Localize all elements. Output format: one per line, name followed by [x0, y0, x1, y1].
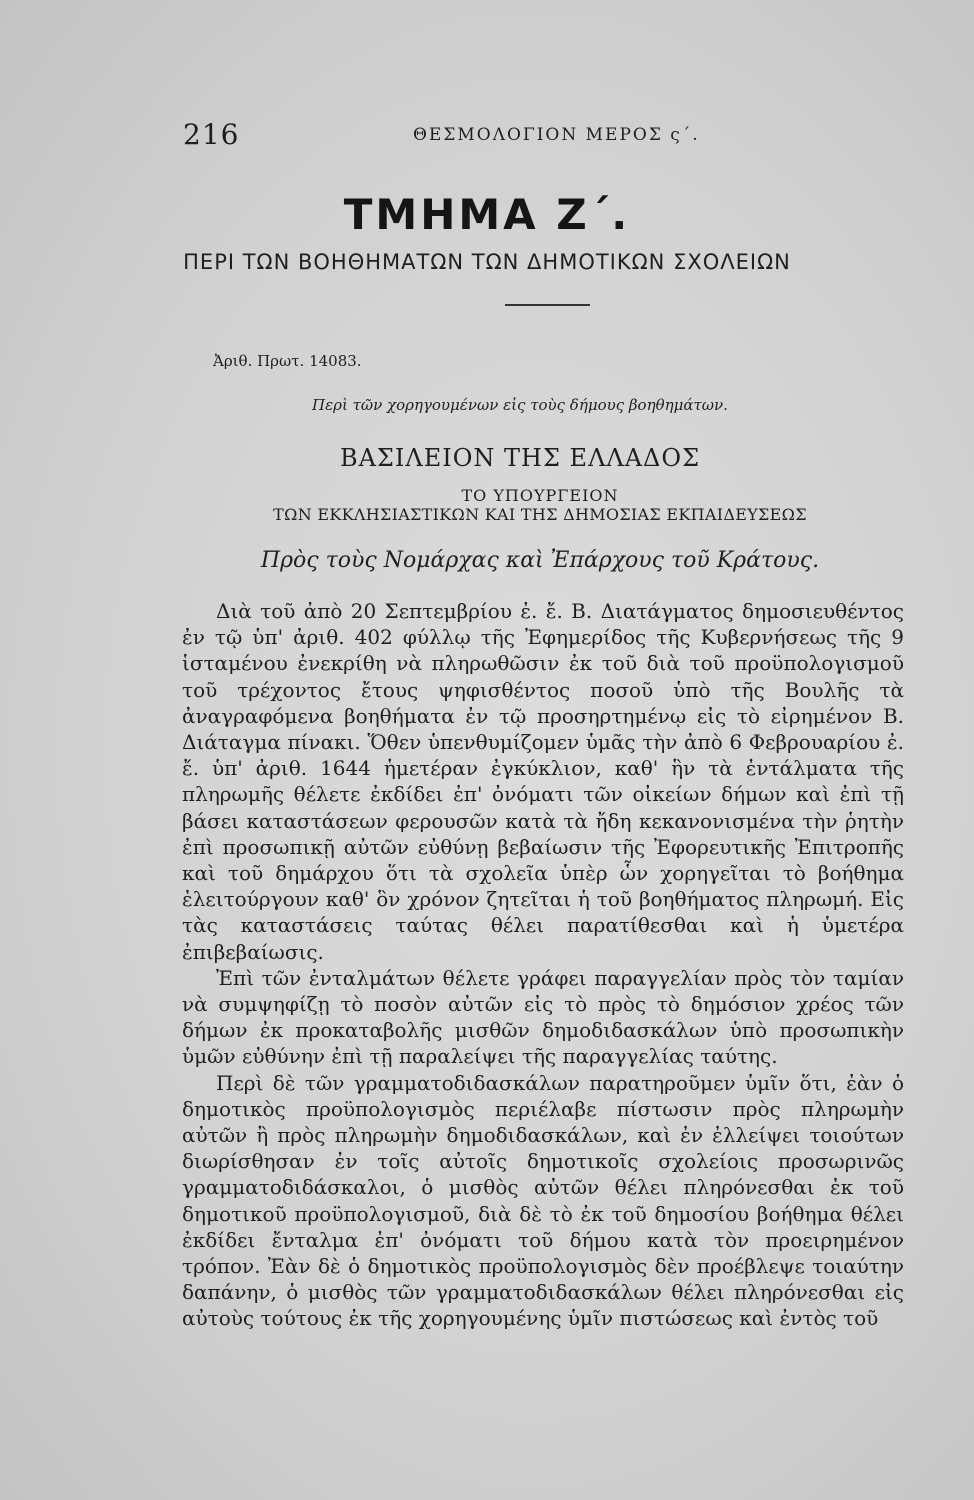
protocol-number: Ἀριθ. Πρωτ. 14083.	[213, 352, 362, 370]
divider-rule	[505, 304, 590, 306]
addressee: Πρὸς τοὺς Νομάρχας καὶ Ἐπάρχους τοῦ Κράτους.	[260, 548, 820, 573]
body-text	[182, 598, 904, 1332]
section-subtitle: ΠΕΡΙ ΤΩΝ ΒΟΗΘΗΜΑΤΩΝ ΤΩΝ ΔΗΜΟΤΙΚΩΝ ΣΧΟΛΕΙΩΝ	[183, 250, 791, 274]
kingdom-heading: ΒΑΣΙΛΕΙΟΝ ΤΗΣ ΕΛΛΑΔΟΣ	[339, 444, 701, 472]
document-subject: Περὶ τῶν χορηγουμένων εἰς τοὺς δήμους βοηθημάτων.	[312, 396, 728, 414]
ministry-line-1: ΤΟ ΥΠΟΥΡΓΕΙΟΝ	[461, 486, 619, 505]
paragraph-1: Διὰ τοῦ ἀπὸ 20 Σεπτεμβρίου ἐ. ἔ. Β. Διατάγματος δημοσιευθέντος ἐν τῷ ὑπ' ἀριθ. 402 φύλλῳ τῆς Ἐφημερίδος τῆς Κυβερνήσεως τῆς 9 ἱσταμένου ἐνεκρίθη νὰ πληρωθῶσιν ἐκ τοῦ διὰ τοῦ προϋπολογισμοῦ τοῦ τρέχοντος ἔτους ψηφισθέντος ποσοῦ ὑπὸ τῆς Βουλῆς τὰ ἀναγραφόμενα βοηθήματα ἐν τῷ προσηρτημένῳ εἰς τὸ εἰρημένον Β. Διάταγμα πίνακι. Ὅθεν ὑπενθυμίζομεν ὑμᾶς τὴν ἀπὸ 6 Φεβρουαρίου ἐ. ἔ. ὑπ' ἀριθ. 1644 ἡμετέραν ἐγκύκλιον, καθ' ἣν τὰ ἐντάλματα τῆς πληρωμῆς θέλετε ἐκδίδει ἐπ' ὀνόματι τῶν οἰκείων δήμων καὶ ἐπὶ τῇ βάσει καταστάσεων φερουσῶν κατὰ τὰ ἤδη κεκανονισμένα τὴν ῥητὴν ἐπὶ προσωπικῇ αὐτῶν εὐθύνῃ βεβαίωσιν τῆς Ἐφορευτικῆς Ἐπιτροπῆς καὶ τοῦ δημάρχου ὅτι τὰ σχολεῖα ὑπὲρ ὧν χορηγεῖται τὸ βοήθημα ἐλειτούργουν καθ' ὃν χρόνον ζητεῖται ἡ τοῦ βοηθήματος πληρωμή. Εἰς τὰς καταστάσεις ταύτας θέλει παρατίθεσθαι καὶ ἡ ὑμετέρα ἐπιβεβαίωσις.	[182, 599, 904, 964]
section-title: ΤΜΗΜΑ Ζ΄.	[343, 190, 631, 239]
paragraph-2: Ἐπὶ τῶν ἐνταλμάτων θέλετε γράφει παραγγελίαν πρὸς τὸν ταμίαν νὰ συμψηφίζῃ τὸ ποσὸν αὐτῶν εἰς τὸ πρὸς τὸ δημόσιον χρέος τῶν δήμων ἐκ προκαταβολῆς μισθῶν δημοδιδασκάλων ὑπὸ προσωπικὴν ὑμῶν εὐθύνην ἐπὶ τῇ παραλείψει τῆς παραγγελίας ταύτης.	[182, 965, 904, 1069]
ministry-line-2: ΤΩΝ ΕΚΚΛΗΣΙΑΣΤΙΚΩΝ ΚΑΙ ΤΗΣ ΔΗΜΟΣΙΑΣ ΕΚΠΑΙΔΕΥΣΕΩΣ	[273, 505, 807, 524]
page-number: 216	[183, 118, 240, 151]
paragraph-3: Περὶ δὲ τῶν γραμματοδιδασκάλων παρατηροῦμεν ὑμῖν ὅτι, ἐὰν ὁ δημοτικὸς προϋπολογισμὸς περιέλαβε πίστωσιν πρὸς πληρωμὴν αὐτῶν ἢ πρὸς πληρωμὴν δημοδιδασκάλων, καὶ ἐν ἐλλείψει τοιούτων διωρίσθησαν ἐν τοῖς αὐτοῖς δημοτικοῖς σχολείοις προσωρινῶς γραμματοδιδάσκαλοι, ὁ μισθὸς αὐτῶν θέλει πληρόνεσθαι ἐκ τοῦ δημοτικοῦ προϋπολογισμοῦ, διὰ δὲ τὸ ἐκ τοῦ δημοσίου βοήθημα θέλει ἐκδίδει ἔνταλμα ἐπ' ὀνόματι τοῦ δήμου κατὰ τὸν προειρημένον τρόπον. Ἐὰν δὲ ὁ δημοτικὸς προϋπολογισμὸς δὲν προέβλεψε τοιαύτην δαπάνην, ὁ μισθὸς τῶν γραμματοδιδασκάλων θέλει πληρόνεσθαι εἰς αὐτοὺς τούτους ἐκ τῆς χορηγουμένης ὑμῖν πιστώσεως καὶ ἐντὸς τοῦ	[182, 1070, 904, 1331]
running-head: ΘΕΣΜΟΛΟΓΙΟΝ ΜΕΡΟΣ ς΄.	[413, 125, 700, 145]
